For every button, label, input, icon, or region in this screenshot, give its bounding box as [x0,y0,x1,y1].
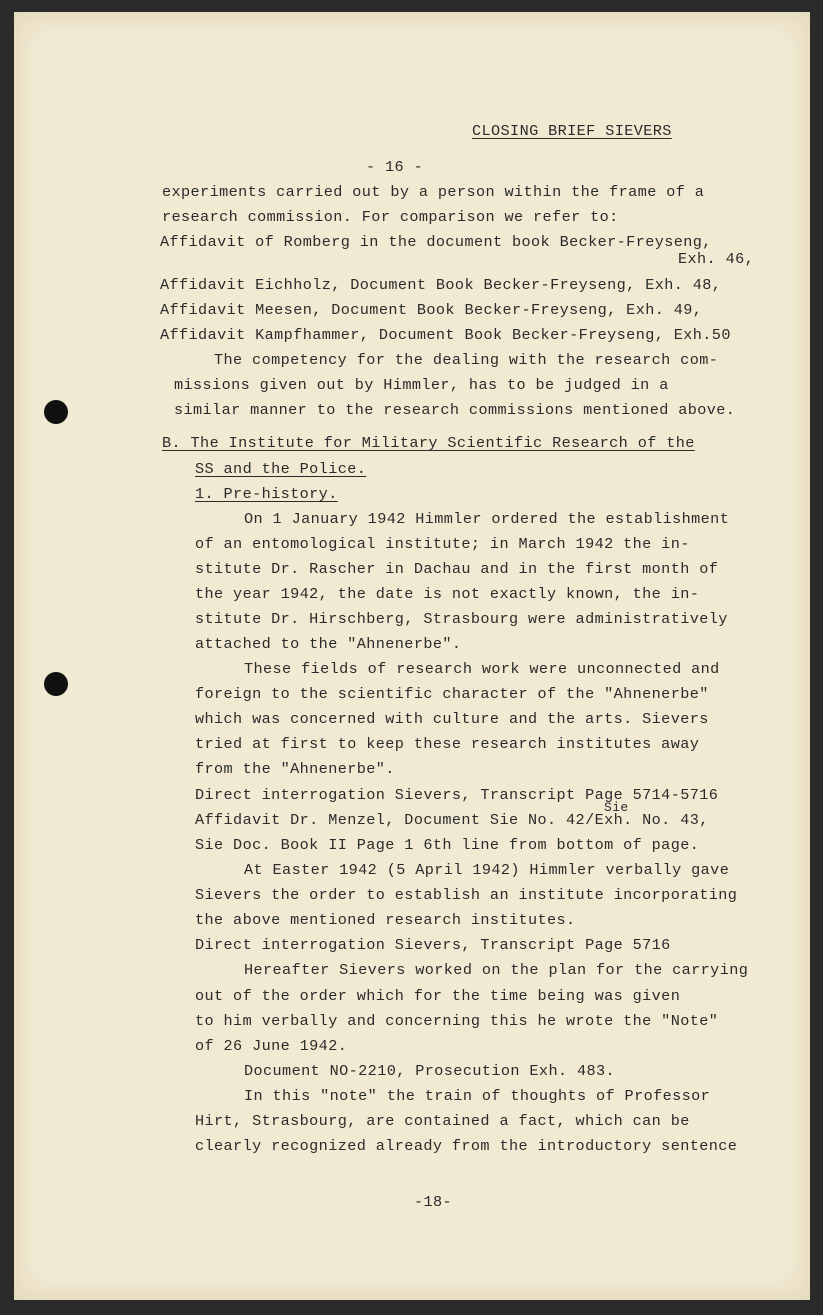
punch-hole-upper [44,400,68,424]
page-number-bottom: -18- [414,1193,453,1211]
text-line: Document NO-2210, Prosecution Exh. 483. [244,1062,616,1080]
text-line: the year 1942, the date is not exactly known, the in- [195,585,700,603]
text-line: similar manner to the research commissions mentioned above. [174,401,736,419]
text-line: out of the order which for the time being was given [195,987,681,1005]
document-page [14,12,810,1300]
text-line: On 1 January 1942 Himmler ordered the establishment [244,510,730,528]
page-number-top: - 16 - [366,158,424,176]
text-line: which was concerned with culture and the arts. Sievers [195,710,709,728]
text-line: The competency for the dealing with the research com- [214,351,719,369]
text-line: Hirt, Strasbourg, are contained a fact, which can be [195,1112,690,1130]
handwritten-insert: Sie [604,800,629,815]
document-title: CLOSING BRIEF SIEVERS [472,122,672,140]
text-line: At Easter 1942 (5 April 1942) Himmler verbally gave [244,861,730,879]
text-line: to him verbally and concerning this he wrote the "Note" [195,1012,719,1030]
text-line: of an entomological institute; in March 1942 the in- [195,535,690,553]
text-line: Direct interrogation Sievers, Transcript Page 5716 [195,936,671,954]
text-line: research commission. For comparison we refer to: [162,208,619,226]
text-line: In this "note" the train of thoughts of Professor [244,1087,711,1105]
text-line: Direct interrogation Sievers, Transcript Page 5714-5716 [195,786,719,804]
text-line: stitute Dr. Hirschberg, Strasbourg were administratively [195,610,728,628]
text-line: the above mentioned research institutes. [195,911,576,929]
text-line: Affidavit Kampfhammer, Document Book Becker-Freyseng, Exh.50 [160,326,731,344]
section-heading: B. The Institute for Military Scientific Research of the [162,434,695,452]
text-line: foreign to the scientific character of the "Ahnenerbe" [195,685,709,703]
section-heading-cont: SS and the Police. [195,460,367,478]
text-line: Affidavit of Romberg in the document book Becker-Freyseng, [160,233,712,251]
text-line: Sievers the order to establish an institute incorporating [195,886,738,904]
text-line: Affidavit Meesen, Document Book Becker-Freyseng, Exh. 49, [160,301,703,319]
text-line: attached to the "Ahnenerbe". [195,635,462,653]
text-line: tried at first to keep these research institutes away [195,735,700,753]
text-line: Hereafter Sievers worked on the plan for the carrying [244,961,749,979]
text-line: Affidavit Dr. Menzel, Document Sie No. 42/Exh. No. 43, [195,811,709,829]
text-line: of 26 June 1942. [195,1037,348,1055]
text-line: Affidavit Eichholz, Document Book Becker-Freyseng, Exh. 48, [160,276,722,294]
text-line: experiments carried out by a person within the frame of a [162,183,705,201]
text-line: These fields of research work were unconnected and [244,660,720,678]
text-line: missions given out by Himmler, has to be judged in a [174,376,669,394]
text-line: clearly recognized already from the introductory sentence [195,1137,738,1155]
punch-hole-lower [44,672,68,696]
text-line: Exh. 46, [678,250,755,268]
text-line: stitute Dr. Rascher in Dachau and in the first month of [195,560,719,578]
subsection-heading: 1. Pre-history. [195,485,338,503]
text-line: from the "Ahnenerbe". [195,760,395,778]
text-line: Sie Doc. Book II Page 1 6th line from bottom of page. [195,836,700,854]
